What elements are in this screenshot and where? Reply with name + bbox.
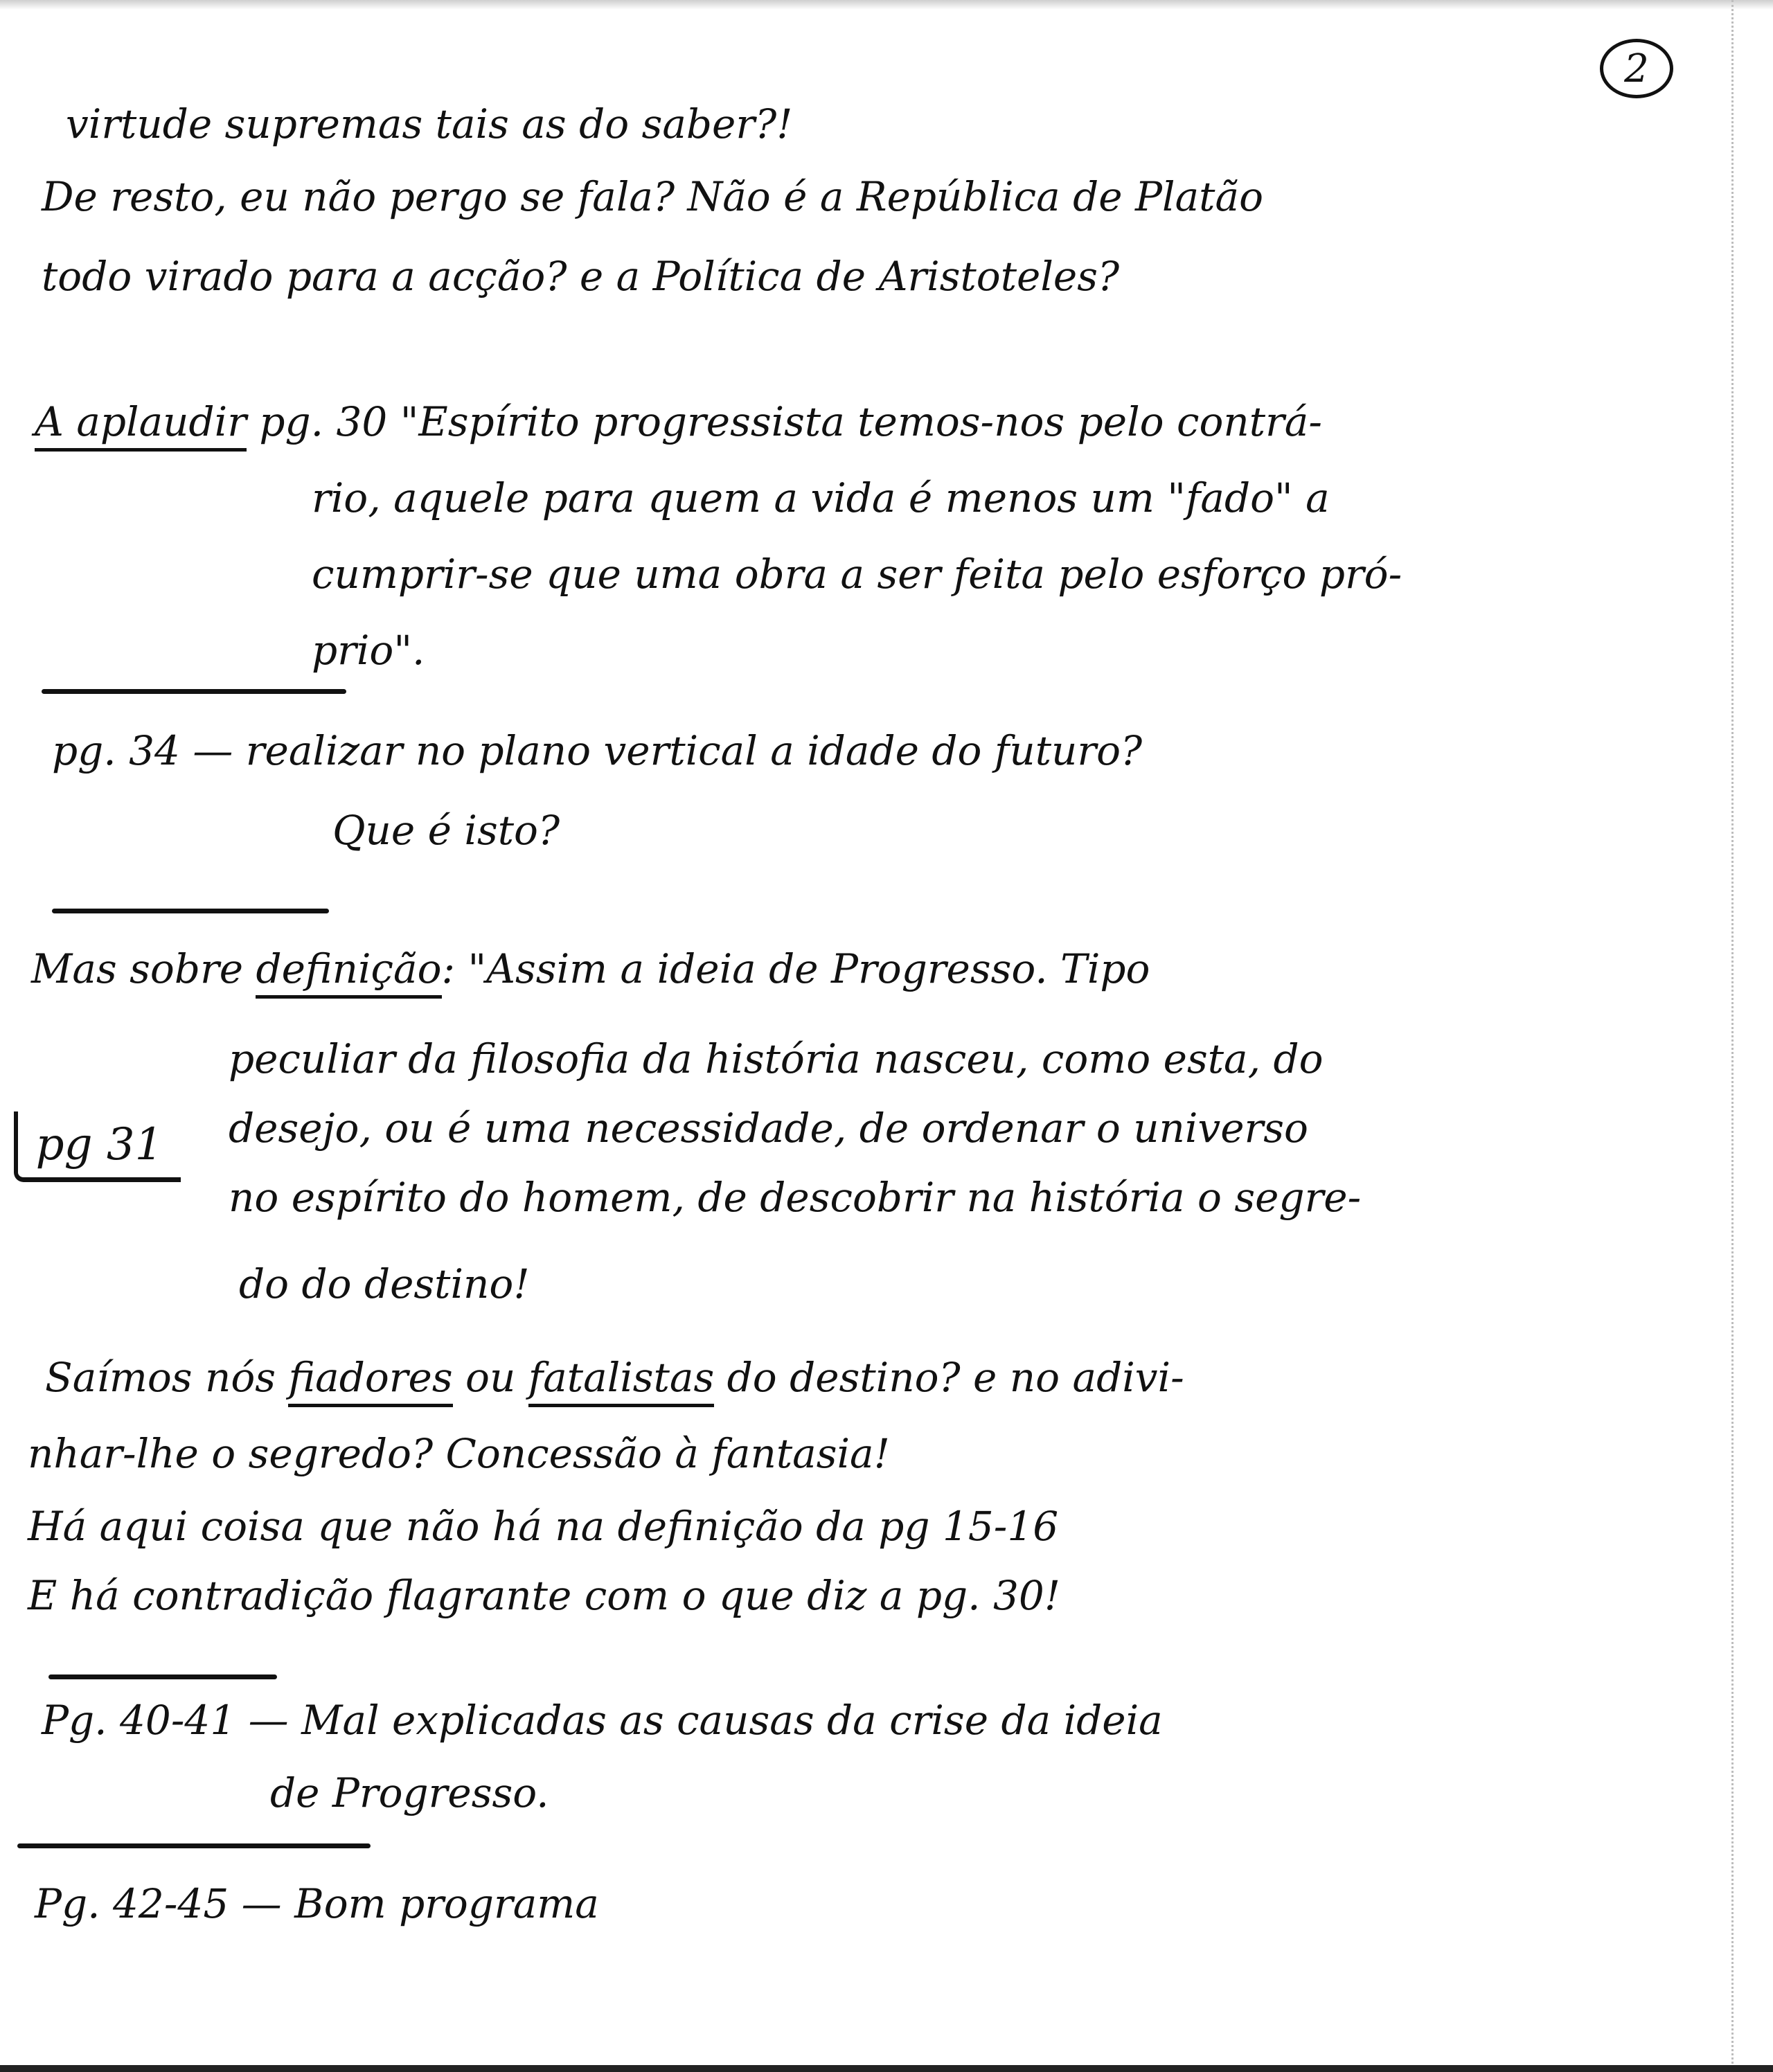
underlined-phrase: fiadores (288, 1354, 452, 1407)
scan-right-edge (1731, 0, 1773, 2072)
text-line: Que é isto? (332, 807, 560, 854)
margin-page-reference: pg 31 (14, 1111, 181, 1182)
text-line: desejo, ou é uma necessidade, de ordenar o universo (229, 1105, 1308, 1152)
text-line: rio, aquele para quem a vida é menos um "fado" a (312, 474, 1330, 521)
text-line: Pg. 42-45 — Bom programa (35, 1880, 599, 1927)
underlined-phrase: A aplaudir (35, 398, 247, 452)
text-line: cumprir-se que uma obra a ser feita pelo esforço pró- (312, 551, 1402, 598)
section-divider (52, 909, 329, 913)
text-line: prio". (312, 627, 425, 674)
text-segment: Mas sobre (31, 945, 244, 992)
text-line: Pg. 40-41 — Mal explicadas as causas da crise da ideia (42, 1697, 1163, 1744)
scan-top-edge (0, 0, 1773, 10)
text-line: pg. 34 — realizar no plano vertical a idade do futuro? (52, 727, 1143, 774)
text-line: De resto, eu não pergo se fala? Não é a República de Platão (42, 173, 1263, 220)
underlined-phrase: definição (256, 945, 441, 999)
page-number-circled: 2 (1600, 39, 1673, 98)
text-segment: do destino? e no adivi- (727, 1354, 1184, 1401)
text-segment: pg. 30 "Espírito progressista temos-nos pelo contrá- (259, 398, 1322, 445)
text-line: peculiar da filosofia da história nasceu, como esta, do (229, 1035, 1324, 1082)
section-divider (48, 1674, 277, 1679)
text-line (35, 398, 1322, 445)
text-segment: : "Assim a ideia de Progresso. Tipo (441, 945, 1150, 992)
text-line (45, 1354, 1184, 1401)
text-segment: ou (465, 1354, 516, 1401)
text-line: E há contradição flagrante com o que diz a pg. 30! (28, 1572, 1061, 1619)
text-line (31, 945, 1150, 992)
text-line: Há aqui coisa que não há na definição da pg 15-16 (28, 1503, 1059, 1550)
text-line: de Progresso. (270, 1769, 549, 1816)
text-line: virtude supremas tais as do saber?! (66, 100, 793, 148)
scan-bottom-edge (0, 2065, 1773, 2072)
text-segment: Saímos nós (45, 1354, 276, 1401)
section-divider (17, 1843, 371, 1848)
section-divider (42, 689, 346, 694)
text-line: no espírito do homem, de descobrir na história o segre- (229, 1174, 1362, 1221)
text-line: nhar-lhe o segredo? Concessão à fantasia! (28, 1430, 890, 1477)
text-line: do do destino! (239, 1260, 530, 1307)
text-line: todo virado para a acção? e a Política de Aristoteles? (42, 253, 1120, 300)
underlined-phrase: fatalistas (528, 1354, 714, 1407)
